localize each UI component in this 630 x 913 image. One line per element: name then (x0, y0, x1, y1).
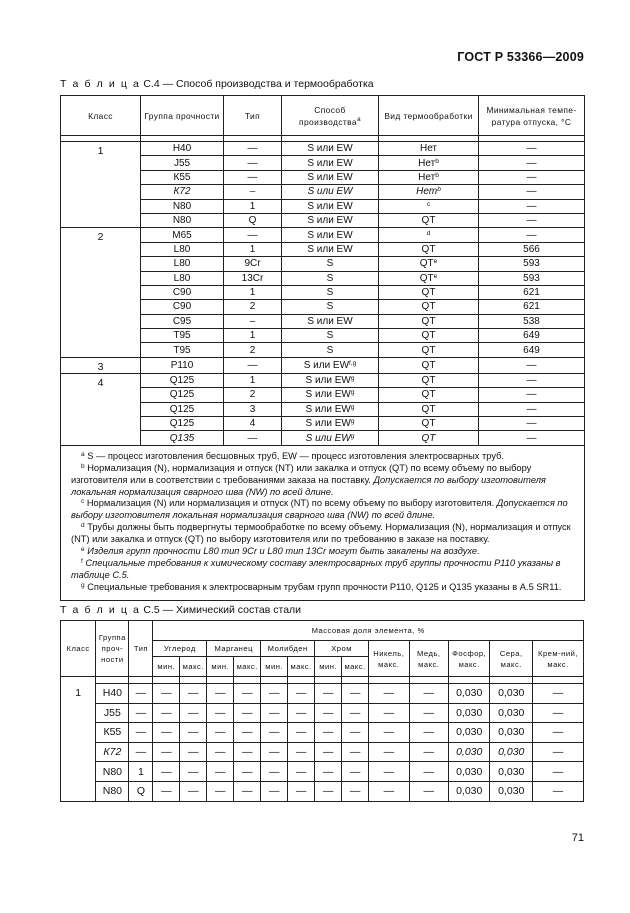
method-cell: S (282, 257, 379, 271)
element-cell: — (369, 703, 409, 723)
element-cell: — (288, 684, 315, 704)
type-cell: Q (224, 213, 282, 227)
element-cell: — (180, 703, 207, 723)
temp-cell: — (479, 388, 585, 402)
type-cell: 2 (224, 343, 282, 357)
element-cell: — (409, 762, 448, 782)
table-row (61, 781, 584, 801)
temp-cell: — (479, 373, 585, 387)
element-cell: — (207, 703, 234, 723)
element-cell: — (288, 742, 315, 762)
element-cell: — (153, 762, 180, 782)
group-cell: L80 (141, 271, 224, 285)
group-cell: Р110 (141, 357, 224, 373)
phosphorus-cell: 0,030 (448, 781, 490, 801)
sulfur-cell: 0,030 (490, 781, 533, 801)
header-klass: Класс (61, 96, 141, 136)
table-c5 (60, 620, 584, 802)
heat-cell: QT (379, 357, 479, 373)
type-cell: — (129, 723, 153, 743)
element-cell: — (261, 723, 288, 743)
element-cell: — (207, 781, 234, 801)
method-cell: S или $EW^g$ (282, 431, 379, 445)
element-cell: — (369, 781, 409, 801)
group-cell: N80 (96, 762, 129, 782)
temp-cell: — (479, 402, 585, 416)
method-cell: S или EW (282, 170, 379, 184)
heat-cell: QT (379, 213, 479, 227)
heat-cell: QT (379, 329, 479, 343)
heat-cell: c (379, 199, 479, 213)
sulfur-cell: 0,030 (490, 684, 533, 704)
type-cell: 1 (224, 329, 282, 343)
type-cell: — (224, 142, 282, 156)
sulfur-cell: 0,030 (490, 762, 533, 782)
method-cell: S или EW (282, 314, 379, 328)
group-cell: N80 (141, 199, 224, 213)
group-cell: L80 (141, 242, 224, 256)
header-min: мин. (315, 657, 342, 677)
group-cell: Н40 (141, 142, 224, 156)
header-min-temp: Минимальная темпе-ратура отпуска, °С (479, 96, 585, 136)
header-max: макс. (180, 657, 207, 677)
klass-cell: 3 (61, 357, 141, 373)
type-cell: — (224, 156, 282, 170)
type-cell: 1 (224, 285, 282, 299)
header-min: мин. (207, 657, 234, 677)
heat-cell: $QT^e$ (379, 257, 479, 271)
table-row (61, 703, 584, 723)
element-cell: — (207, 742, 234, 762)
element-cell: — (342, 723, 369, 743)
element-cell: — (342, 684, 369, 704)
header-max: макс. (234, 657, 261, 677)
group-cell: К72 (96, 742, 129, 762)
element-cell: — (315, 762, 342, 782)
temp-cell: — (479, 185, 585, 199)
silicon-cell: — (533, 742, 584, 762)
element-cell: — (234, 684, 261, 704)
heat-cell: Нет$^b$ (379, 185, 479, 199)
temp-cell: 538 (479, 314, 585, 328)
heat-cell: QT (379, 285, 479, 299)
temp-cell: — (479, 170, 585, 184)
element-cell: — (261, 742, 288, 762)
element-cell: — (369, 684, 409, 704)
group-cell: N80 (141, 213, 224, 227)
element-cell: — (153, 781, 180, 801)
element-cell: — (180, 742, 207, 762)
group-cell: N80 (96, 781, 129, 801)
header-sulfur: Сера, макс. (490, 641, 533, 677)
temp-cell: — (479, 228, 585, 242)
method-cell: S (282, 285, 379, 299)
group-cell: М65 (141, 228, 224, 242)
type-cell: — (224, 170, 282, 184)
type-cell: 1 (129, 762, 153, 782)
note-b: $^b$ Нормализация (N), нормализация и отпуск (NT) или закалка и отпуск (QT) по всему объему по выбору изготовителя или в соответствии с требованиями заказа на поставку. Допускается по выбору изготовителя локальная нормализация сварного шва (NW) по всей длине. (71, 462, 546, 497)
heat-cell: QT (379, 388, 479, 402)
phosphorus-cell: 0,030 (448, 703, 490, 723)
page-number: 71 (571, 832, 584, 844)
element-cell: — (207, 723, 234, 743)
element-cell: — (369, 723, 409, 743)
table-c5-caption: Т а б л и ц а С.5 — Химический состав стали (60, 604, 302, 616)
table-c4 (60, 95, 585, 601)
group-cell: Н40 (96, 684, 129, 704)
element-cell: — (261, 703, 288, 723)
element-cell: — (315, 781, 342, 801)
header-group: Группа проч-ности (96, 621, 129, 677)
method-cell: S (282, 300, 379, 314)
method-cell: S (282, 271, 379, 285)
element-cell: — (234, 703, 261, 723)
element-cell: — (153, 742, 180, 762)
element-cell: — (180, 684, 207, 704)
header-molybdenum: Молибден (261, 641, 315, 657)
type-cell: — (129, 684, 153, 704)
method-cell: S или EW (282, 142, 379, 156)
group-cell: К55 (141, 170, 224, 184)
type-cell: 2 (224, 388, 282, 402)
method-cell: S или EW (282, 199, 379, 213)
group-cell: С90 (141, 285, 224, 299)
element-cell: — (153, 684, 180, 704)
note-d: $^d$ Трубы должны быть подвергнуты термообработке по всему объему. Нормализация (N), нормализация и отпуск (NT) или закалка и отпуск (QT) по выбору изготовителя или по требованию в заказе на поставку. (71, 522, 571, 545)
element-cell: — (288, 762, 315, 782)
element-cell: — (153, 703, 180, 723)
header-nickel: Никель, макс. (369, 641, 409, 677)
type-cell: 1 (224, 373, 282, 387)
klass-cell: 2 (61, 228, 141, 358)
heat-cell: QT (379, 431, 479, 445)
silicon-cell: — (533, 781, 584, 801)
method-cell: S или $EW^g$ (282, 417, 379, 431)
type-cell: 4 (224, 417, 282, 431)
element-cell: — (261, 762, 288, 782)
silicon-cell: — (533, 703, 584, 723)
silicon-cell: — (533, 762, 584, 782)
heat-cell: $QT^e$ (379, 271, 479, 285)
temp-cell: 649 (479, 329, 585, 343)
header-max: макс. (342, 657, 369, 677)
element-cell: — (409, 781, 448, 801)
temp-cell: 621 (479, 300, 585, 314)
method-cell: S или $EW^g$ (282, 373, 379, 387)
method-cell: S (282, 343, 379, 357)
sulfur-cell: 0,030 (490, 723, 533, 743)
note-a: $^a$ S — процесс изготовления бесшовных труб, EW — процесс изготовления электросварных труб. (81, 450, 504, 461)
phosphorus-cell: 0,030 (448, 684, 490, 704)
header-manganese: Марганец (207, 641, 261, 657)
element-cell: — (409, 703, 448, 723)
heat-cell: Нет$^b$ (379, 156, 479, 170)
header-group: Группа прочности (141, 96, 224, 136)
type-cell: 1 (224, 242, 282, 256)
heat-cell: QT (379, 300, 479, 314)
type-cell: 1 (224, 199, 282, 213)
element-cell: — (315, 742, 342, 762)
header-type: Тип (129, 621, 153, 677)
heat-cell: QT (379, 314, 479, 328)
phosphorus-cell: 0,030 (448, 723, 490, 743)
method-cell: S или EW (282, 156, 379, 170)
heat-cell: QT (379, 402, 479, 416)
element-cell: — (409, 723, 448, 743)
table-row (61, 357, 585, 373)
table-row (61, 142, 585, 156)
header-type: Тип (224, 96, 282, 136)
element-cell: — (342, 781, 369, 801)
element-cell: — (207, 762, 234, 782)
type-cell: — (129, 703, 153, 723)
sulfur-cell: 0,030 (490, 742, 533, 762)
group-cell: С95 (141, 314, 224, 328)
element-cell: — (234, 781, 261, 801)
table-row (61, 684, 584, 704)
table-row (61, 373, 585, 387)
table-row (61, 723, 584, 743)
heat-cell: QT (379, 373, 479, 387)
type-cell: 2 (224, 300, 282, 314)
type-cell: Q (129, 781, 153, 801)
heat-cell: Нет (379, 142, 479, 156)
header-heat: Вид термообработки (379, 96, 479, 136)
klass-cell: 1 (61, 684, 96, 802)
note-c: $^c$ Нормализация (N) или нормализация и отпуск (NT) по всему объему по выбору изготовителя. Допускается по выбору изготовителя локальная нормализация сварного шва (NW) по всей длине. (71, 498, 568, 521)
method-cell: S или EW (282, 242, 379, 256)
type-cell: – (224, 314, 282, 328)
element-cell: — (234, 742, 261, 762)
group-cell: Q135 (141, 431, 224, 445)
element-cell: — (315, 703, 342, 723)
element-cell: — (288, 781, 315, 801)
klass-cell: 1 (61, 142, 141, 228)
group-cell: Q125 (141, 373, 224, 387)
element-cell: — (315, 684, 342, 704)
element-cell: — (342, 762, 369, 782)
silicon-cell: — (533, 723, 584, 743)
element-cell: — (180, 723, 207, 743)
temp-cell: — (479, 142, 585, 156)
sulfur-cell: 0,030 (490, 703, 533, 723)
table-row (61, 762, 584, 782)
element-cell: — (153, 723, 180, 743)
type-cell: 9Cr (224, 257, 282, 271)
header-klass: Класс (61, 621, 96, 677)
header-phosphorus: Фосфор, макс. (448, 641, 490, 677)
header-min: мин. (153, 657, 180, 677)
phosphorus-cell: 0,030 (448, 762, 490, 782)
method-cell: S или $EW^g$ (282, 402, 379, 416)
group-cell: Т95 (141, 343, 224, 357)
group-cell: J55 (96, 703, 129, 723)
table-c4-notes (61, 445, 585, 600)
element-cell: — (180, 762, 207, 782)
temp-cell: 593 (479, 271, 585, 285)
temp-cell: — (479, 199, 585, 213)
heat-cell: QT (379, 343, 479, 357)
heat-cell: QT (379, 242, 479, 256)
method-cell: S (282, 329, 379, 343)
temp-cell: — (479, 417, 585, 431)
group-cell: L80 (141, 257, 224, 271)
header-chromium: Хром (315, 641, 369, 657)
header-min: мин. (261, 657, 288, 677)
header-copper: Медь, макс. (409, 641, 448, 677)
note-g: $^g$ Специальные требования к электросварным трубам групп прочности Р110, Q125 и Q135 указаны в А.5 SR11. (81, 581, 562, 592)
group-cell: Q125 (141, 402, 224, 416)
header-silicon: Крем-ний, макс. (533, 641, 584, 677)
element-cell: — (234, 723, 261, 743)
element-cell: — (288, 723, 315, 743)
temp-cell: 593 (479, 257, 585, 271)
header-method: Способ производства$^а$ (282, 96, 379, 136)
type-cell: — (224, 431, 282, 445)
table-c4-caption: Т а б л и ц а С.4 — Способ производства и термообработка (60, 78, 374, 90)
element-cell: — (261, 781, 288, 801)
element-cell: — (180, 781, 207, 801)
element-cell: — (342, 742, 369, 762)
group-cell: С90 (141, 300, 224, 314)
method-cell: S или $EW^g$ (282, 388, 379, 402)
temp-cell: — (479, 431, 585, 445)
type-cell: — (129, 742, 153, 762)
type-cell: – (224, 185, 282, 199)
element-cell: — (288, 703, 315, 723)
header-carbon: Углерод (153, 641, 207, 657)
element-cell: — (409, 684, 448, 704)
silicon-cell: — (533, 684, 584, 704)
element-cell: — (342, 703, 369, 723)
method-cell: S или EW (282, 213, 379, 227)
element-cell: — (234, 762, 261, 782)
temp-cell: 566 (479, 242, 585, 256)
element-cell: — (207, 684, 234, 704)
table-row (61, 742, 584, 762)
temp-cell: — (479, 156, 585, 170)
group-cell: J55 (141, 156, 224, 170)
element-cell: — (369, 742, 409, 762)
heat-cell: Нет$^b$ (379, 170, 479, 184)
group-cell: Т95 (141, 329, 224, 343)
element-cell: — (369, 762, 409, 782)
standard-header: ГОСТ Р 53366—2009 (457, 50, 584, 64)
heat-cell: QT (379, 417, 479, 431)
element-cell: — (315, 723, 342, 743)
heat-cell: d (379, 228, 479, 242)
note-f: $^f$ Специальные требования к химическому составу электросварных труб группы прочности Р110 указаны в таблице С.5. (71, 557, 561, 580)
group-cell: К72 (141, 185, 224, 199)
method-cell: S или EW (282, 185, 379, 199)
group-cell: Q125 (141, 417, 224, 431)
temp-cell: — (479, 213, 585, 227)
group-cell: Q125 (141, 388, 224, 402)
type-cell: 13Cr (224, 271, 282, 285)
phosphorus-cell: 0,030 (448, 742, 490, 762)
table-row (61, 228, 585, 242)
type-cell: 3 (224, 402, 282, 416)
header-max: макс. (288, 657, 315, 677)
type-cell: — (224, 228, 282, 242)
note-e: $^e$ Изделия групп прочности L80 тип 9Cr и L80 тип 13Cr могут быть закалены на воздухе. (81, 546, 480, 557)
group-cell: К55 (96, 723, 129, 743)
element-cell: — (261, 684, 288, 704)
method-cell: S или EW$^{f,g}$ (282, 357, 379, 373)
temp-cell: — (479, 357, 585, 373)
temp-cell: 649 (479, 343, 585, 357)
element-cell: — (409, 742, 448, 762)
header-mass: Массовая доля элемента, % (153, 621, 584, 641)
klass-cell: 4 (61, 373, 141, 445)
type-cell: — (224, 357, 282, 373)
method-cell: S или EW (282, 228, 379, 242)
temp-cell: 621 (479, 285, 585, 299)
